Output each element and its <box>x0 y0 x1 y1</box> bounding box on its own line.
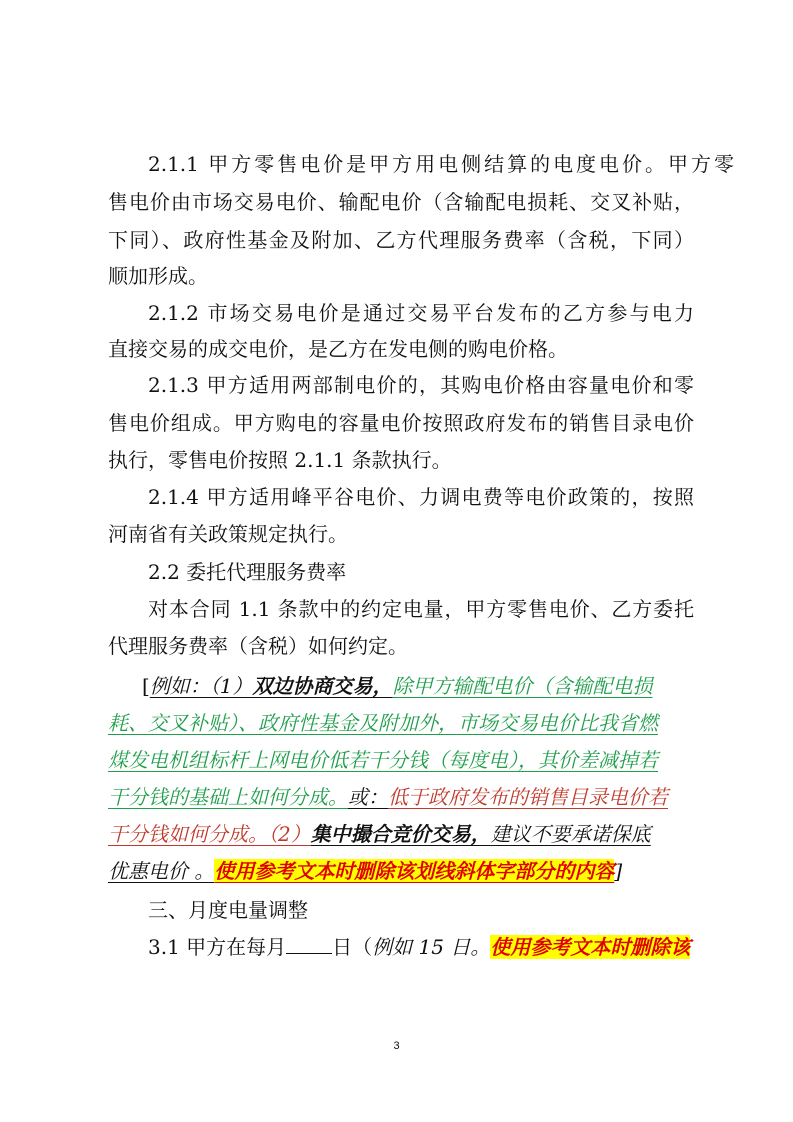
delete-note-highlight: 使用参考文本时删除该划线斜体字部分的内容 <box>214 859 615 883</box>
example-prefix: 例如：（1） <box>149 674 253 698</box>
para-2-2-line-2: 代理服务费率（含税）如何约定。 <box>108 634 408 658</box>
para-2-1-2-line-1: 2.1.2 市场交易电价是通过交易平台发布的乙方参与电力 <box>148 301 694 325</box>
para-2-1-3-line-1: 2.1.3 甲方适用两部制电价的，其购电价格由容量电价和零 <box>148 373 694 397</box>
example-green-text-1: 除甲方输配电价（含输配电损 <box>392 674 653 698</box>
para-2-1-1-line-4: 顺加形成。 <box>108 264 208 288</box>
para-2-1-4-line-1: 2.1.4 甲方适用峰平谷电价、力调电费等电价政策的，按照 <box>148 485 694 509</box>
bilateral-trade-label: 双边协商交易， <box>252 674 393 698</box>
delete-note-highlight-2: 使用参考文本时删除该 <box>490 935 691 959</box>
para-2-1-2-line-2: 直接交易的成交电价，是乙方在发电侧的购电价格。 <box>108 337 568 361</box>
example-line-2: 耗、交叉补贴）、政府性基金及附加外，市场交易电价比我省燃 <box>108 711 658 735</box>
example-line-4: 干分钱的基础上如何分成。或：低于政府发布的销售目录电价若 <box>108 785 668 809</box>
example-line-3: 煤发电机组标杆上网电价低若干分钱（每度电），其价差减掉若 <box>108 748 658 772</box>
centralized-bidding-label: 集中撮合竞价交易， <box>310 822 491 846</box>
para-2-1-3-line-2: 售电价组成。甲方购电的容量电价按照政府发布的销售目录电价 <box>108 411 694 435</box>
example-line-1 <box>0 669 793 703</box>
para-3-1-line-1: 3.1 甲方在每月 日（例如 15 日。使用参考文本时删除该 <box>0 930 793 964</box>
para-2-1-1-line-1: 2.1.1 甲方零售电价是甲方用电侧结算的电度电价。甲方零 <box>148 152 734 176</box>
day-blank[interactable] <box>286 931 332 954</box>
example-line-6: 优惠电价 。使用参考文本时删除该划线斜体字部分的内容] <box>108 859 623 883</box>
example-line-5: 干分钱如何分成。（2）集中撮合竞价交易，建议不要承诺保底 <box>108 822 651 846</box>
para-2-1-3-line-3: 执行，零售电价按照 2.1.1 条款执行。 <box>108 448 452 472</box>
open-bracket: [ <box>142 674 150 698</box>
para-2-1-1-line-3: 下同）、政府性基金及附加、乙方代理服务费率（含税，下同） <box>108 228 694 252</box>
para-2-1-1-line-2: 售电价由市场交易电价、输配电价（含输配电损耗、交叉补贴， <box>108 190 694 214</box>
para-2-2-line-1: 对本合同 1.1 条款中的约定电量，甲方零售电价、乙方委托 <box>148 597 694 621</box>
page-number: 3 <box>393 1040 400 1052</box>
para-2-1-4-line-2: 河南省有关政策规定执行。 <box>108 522 348 546</box>
section-2-2-heading: 2.2 委托代理服务费率 <box>148 560 347 584</box>
section-3-heading: 三、月度电量调整 <box>148 898 308 922</box>
close-bracket: ] <box>614 859 623 883</box>
